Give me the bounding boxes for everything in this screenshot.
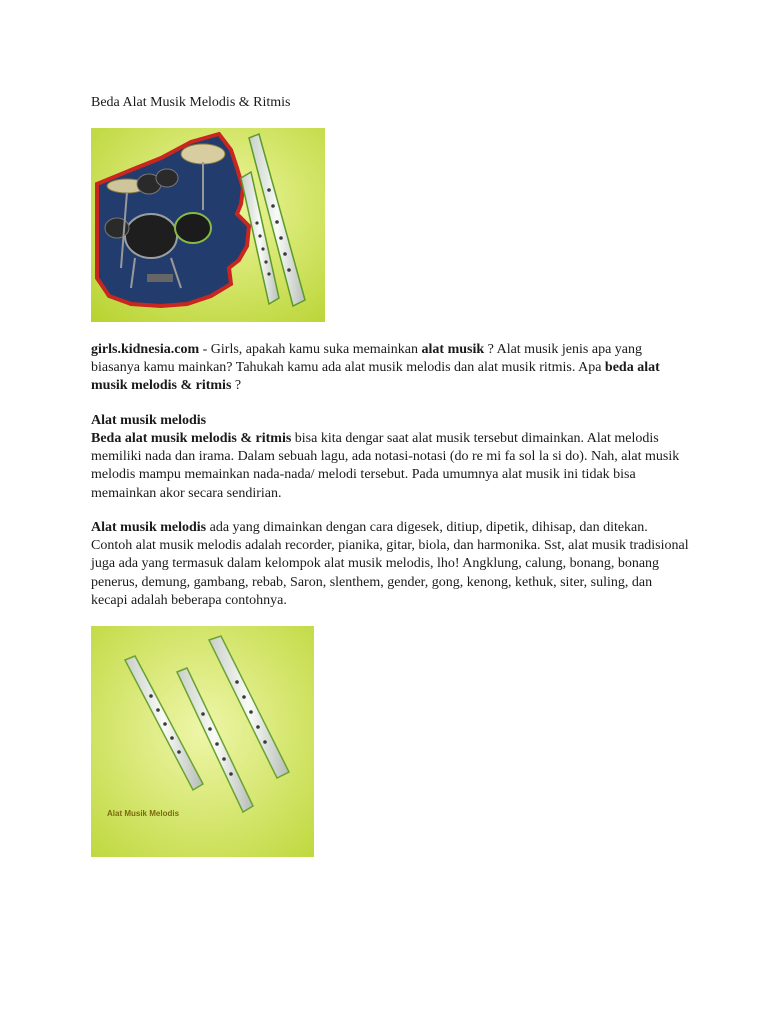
melodic-examples-paragraph [91,519,691,610]
recorders-image [91,626,314,857]
document-title: Beda Alat Musik Melodis & Ritmis [91,95,291,110]
drums-and-recorders-image [91,128,325,322]
section-heading: Alat musik melodis [91,413,207,428]
para3-bold: Alat musik melodis [91,520,207,535]
figure-caption: Alat Musik Melodis [107,809,180,818]
intro-text-1: - Girls, apakah kamu suka memainkan [199,342,422,357]
intro-paragraph [91,341,691,396]
source-name: girls.kidnesia.com [91,342,200,357]
intro-text-2: ? Alat musik jenis apa yang biasanya kamu mainkan? Tahukah kamu ada alat musik melodis dan alat musik ritmis. Apa [91,342,642,376]
para2-text: bisa kita dengar saat alat musik tersebut dimainkan. Alat melodis memiliki nada dan irama. Dalam sebuah lagu, ada notasi-notasi (do re mi fa sol la si do). Nah, alat musik melodis mampu memainkan nada-nada/ melodi tersebut. Pada umumnya alat musik ini tidak bisa memainkan akor secara sendirian. [91,431,680,501]
intro-bold-2: beda alat musik melodis & ritmis [91,360,660,394]
para3-text: ada yang dimainkan dengan cara digesek, ditiup, dipetik, dihisap, dan ditekan. Contoh alat musik melodis adalah recorder, pianika, gitar, biola, dan harmonika. Sst, alat musik tradisional juga ada yang termasuk dalam kelompok alat musik melodis, lho! Angklung, calung, bonang, bonang penerus, demung, gambang, rebab, Saron, slenthem, gender, gong, kenong, kethuk, siter, suling, dan kecapi adalah beberapa contohnya. [91,520,689,608]
para2-bold: Beda alat musik melodis & ritmis [91,431,292,446]
intro-text-3: ? [231,378,242,394]
intro-bold-1: alat musik [421,342,485,357]
melodic-definition-paragraph [91,430,691,503]
